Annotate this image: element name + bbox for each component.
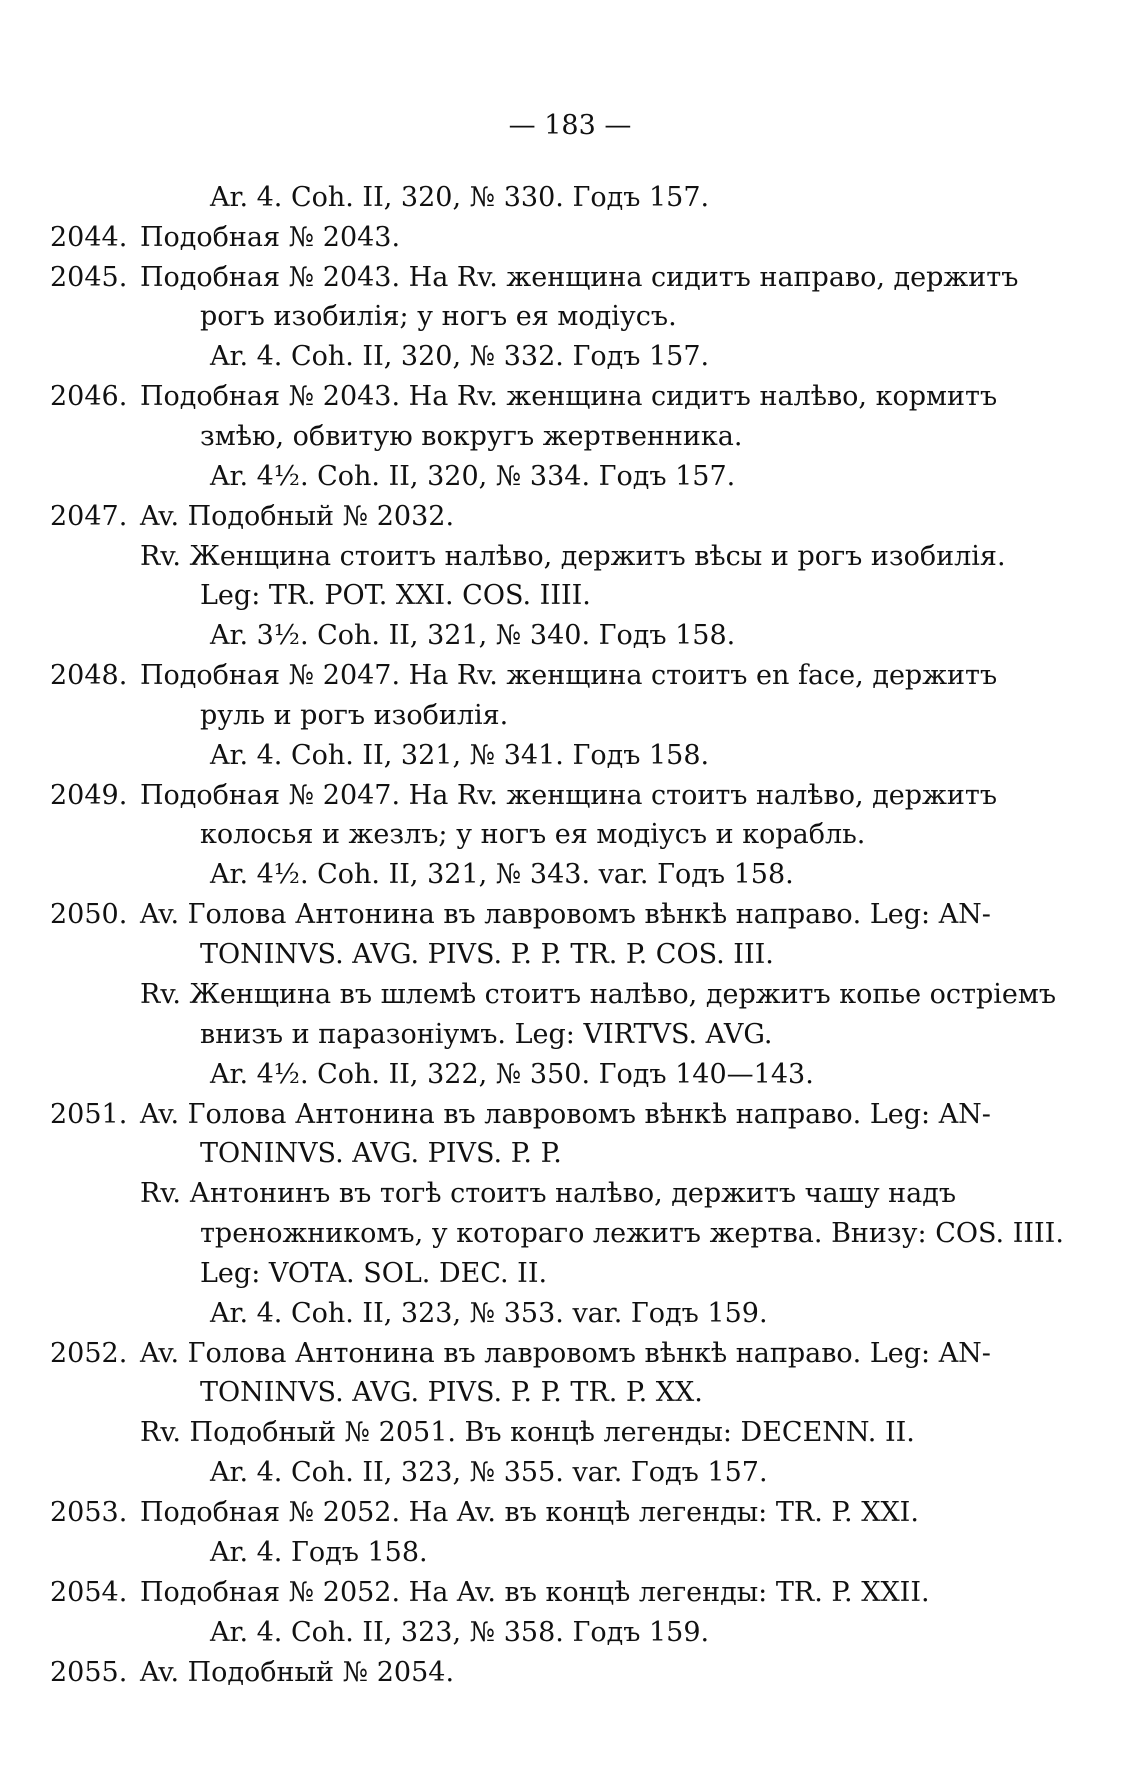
entry-number: 2045. (50, 262, 128, 293)
text-line: треножникомъ, у котораго лежитъ жертва. Внизу: COS. IIII. (200, 1218, 1064, 1249)
text-line: Rv. Подобный № 2051. Въ концѣ легенды: DECENN. II. (140, 1417, 915, 1448)
text-line: Rv. Женщина въ шлемѣ стоитъ налѣво, держитъ копье остріемъ (140, 979, 1057, 1010)
text-line: змѣю, обвитую вокругъ жертвенника. (200, 421, 743, 452)
text-line: Ar. 4. Coh. II, 321, № 341. Годъ 158. (210, 740, 710, 771)
page-number: — 183 — (508, 110, 632, 141)
text-line: внизъ и паразоніумъ. Leg: VIRTVS. AVG. (200, 1019, 773, 1050)
text-line: Подобная № 2047. На Rv. женщина стоитъ en face, держитъ (140, 660, 998, 691)
text-line: рогъ изобилія; у ногъ ея модіусъ. (200, 301, 677, 332)
entry-number: 2052. (50, 1338, 128, 1369)
entry-number: 2046. (50, 381, 128, 412)
text-line: Ar. 4. Coh. II, 320, № 330. Годъ 157. (210, 182, 710, 213)
text-line: Подобная № 2043. На Rv. женщина сидитъ налѣво, кормитъ (140, 381, 998, 412)
text-line: Leg: VOTA. SOL. DEC. II. (200, 1258, 548, 1289)
text-line: Подобная № 2047. На Rv. женщина стоитъ налѣво, держитъ (140, 780, 997, 811)
text-line: Av. Голова Антонина въ лавровомъ вѣнкѣ направо. Leg: AN- (140, 1099, 991, 1130)
text-line: Ar. 4. Coh. II, 320, № 332. Годъ 157. (210, 341, 710, 372)
text-line: Av. Подобный № 2054. (140, 1657, 455, 1688)
text-line: TONINVS. AVG. PIVS. P. P. TR. P. XX. (200, 1377, 703, 1408)
entry-number: 2049. (50, 780, 128, 811)
entry-number: 2048. (50, 660, 128, 691)
text-line: колосья и жезлъ; у ногъ ея модіусъ и корабль. (200, 819, 866, 850)
text-line: Подобная № 2052. На Av. въ концѣ легенды: TR. P. XXI. (140, 1497, 919, 1528)
text-line: Av. Подобный № 2032. (140, 501, 455, 532)
text-line: Подобная № 2043. (140, 222, 401, 253)
entry-number: 2044. (50, 222, 128, 253)
text-line: Ar. 4. Coh. II, 323, № 355. var. Годъ 157. (210, 1457, 768, 1488)
text-line: Av. Голова Антонина въ лавровомъ вѣнкѣ направо. Leg: AN- (140, 1338, 991, 1369)
text-line: Ar. 4. Coh. II, 323, № 353. var. Годъ 159. (210, 1298, 768, 1329)
text-line: Подобная № 2043. На Rv. женщина сидитъ направо, держитъ (140, 262, 1019, 293)
text-line: Rv. Антонинъ въ тогѣ стоитъ налѣво, держитъ чашу надъ (140, 1178, 957, 1209)
text-line: Leg: TR. POT. XXI. COS. IIII. (200, 580, 591, 611)
text-line: TONINVS. AVG. PIVS. P. P. (200, 1138, 562, 1169)
text-line: Ar. 4½. Coh. II, 320, № 334. Годъ 157. (210, 461, 736, 492)
text-line: Ar. 4. Coh. II, 323, № 358. Годъ 159. (210, 1617, 710, 1648)
text-line: Ar. 3½. Coh. II, 321, № 340. Годъ 158. (210, 620, 736, 651)
text-line: Rv. Женщина стоитъ налѣво, держитъ вѣсы и рогъ изобилія. (140, 541, 1006, 572)
entry-number: 2055. (50, 1657, 128, 1688)
entry-number: 2047. (50, 501, 128, 532)
text-line: TONINVS. AVG. PIVS. P. P. TR. P. COS. III. (200, 939, 774, 970)
text-line: Ar. 4½. Coh. II, 322, № 350. Годъ 140—143. (210, 1059, 814, 1090)
entry-number: 2054. (50, 1577, 128, 1608)
text-line: Ar. 4. Годъ 158. (210, 1537, 428, 1568)
text-line: Ar. 4½. Coh. II, 321, № 343. var. Годъ 158. (210, 859, 794, 890)
entry-number: 2050. (50, 899, 128, 930)
entry-number: 2053. (50, 1497, 128, 1528)
entry-number: 2051. (50, 1099, 128, 1130)
text-line: Av. Голова Антонина въ лавровомъ вѣнкѣ направо. Leg: AN- (140, 899, 991, 930)
text-line: Подобная № 2052. На Av. въ концѣ легенды: TR. P. XXII. (140, 1577, 930, 1608)
text-line: руль и рогъ изобилія. (200, 700, 509, 731)
